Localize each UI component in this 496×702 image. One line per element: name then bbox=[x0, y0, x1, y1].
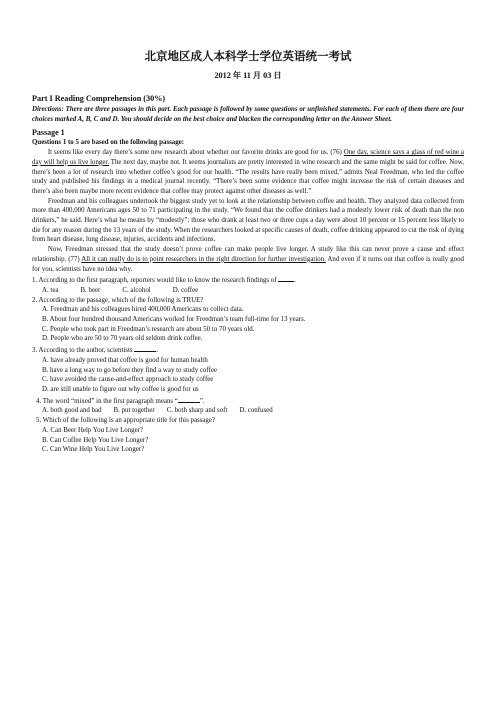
question-4-stem-a: 4. The word “mixed” in the first paragraph means “ bbox=[36, 397, 178, 405]
document-title: 北京地区成人本科学士学位英语统一考试 bbox=[144, 51, 352, 63]
question-3-option-d[interactable]: D. are still unable to figure out why coffee is good for us bbox=[42, 385, 199, 393]
question-2-option-b[interactable]: B. About four hundred thousand Americans worked for Freedman’s team full-time for 13 years. bbox=[42, 316, 306, 324]
question-5-option-c[interactable]: C. Can Wine Help You Live Longer? bbox=[42, 446, 145, 454]
question-1-option-c[interactable]: C. alcohol bbox=[122, 286, 151, 294]
question-3-option-a[interactable]: A. have already proved that coffee is good for human health bbox=[42, 356, 208, 364]
question-2: 2. According to the passage, which of the following is TRUE? bbox=[32, 296, 204, 304]
question-1-option-d[interactable]: D. coffee bbox=[172, 286, 199, 294]
question-3-stem-b: . bbox=[156, 347, 159, 355]
question-4-option-d[interactable]: D. confused bbox=[239, 407, 273, 415]
passage-paragraph-3 bbox=[32, 245, 464, 274]
question-4-option-b[interactable]: B. put together bbox=[113, 407, 155, 415]
directions-text: Directions: There are three passages in this part. Each passage is followed by some questions or unfinished statements. For each of them there are four choices marked A, B, C and D. You should decide on the best choice and blacken the corresponding letter on the Answer Sheet. bbox=[32, 106, 464, 123]
question-2-option-d[interactable]: D. People who are 50 to 70 years old seldom drink coffee. bbox=[42, 335, 203, 343]
question-3-stem-a: 3. According to the author, scientists bbox=[32, 347, 135, 355]
question-1-stem-b: . bbox=[294, 277, 297, 285]
document-content bbox=[32, 50, 464, 455]
questions-intro: Questions 1 to 5 are based on the following passage: bbox=[32, 139, 185, 147]
answer-blank bbox=[178, 395, 200, 403]
part-heading: Part I Reading Comprehension (30%) bbox=[32, 94, 166, 103]
underlined-sentence-77: All it can really do is to point researchers in the right direction for further investigation. bbox=[81, 255, 326, 263]
passage-heading: Passage 1 bbox=[32, 128, 65, 138]
question-5-option-a[interactable]: A. Can Beer Help You Live Longer? bbox=[42, 426, 144, 434]
question-1 bbox=[32, 274, 464, 286]
answer-blank bbox=[134, 344, 159, 355]
question-3 bbox=[32, 344, 464, 356]
question-1-options bbox=[32, 286, 464, 296]
question-1-option-b[interactable]: B. beer bbox=[80, 286, 101, 294]
question-3-option-c[interactable]: C. have avoided the cause-and-effect approach to study coffee bbox=[42, 376, 214, 384]
passage-paragraph-2: Freedman and his colleagues undertook the biggest study yet to look at the relationship between coffee and health. They analyzed data collected from more than 400,000 Americans ages 50 to 71 participating in the study. “We found that the coffee drinkers had a modestly lower risk of death than the non drinkers,” he said. Here’s what he means by “modestly”: those who drank at least two or three cups a day were about 10 percent or 15 percent less likely to die for any reason during the 13 years of the study. When the researchers looked at specific causes of death, coffee drinking appeared to cut the risk of dying from heart disease, lung disease, injuries, accidents and infections. bbox=[32, 197, 464, 244]
passage-paragraph-1 bbox=[32, 148, 464, 197]
question-2-option-a[interactable]: A. Freedman and his colleagues hired 400,000 Americans to collect data. bbox=[42, 306, 244, 314]
question-4-option-a[interactable]: A. both good and bad bbox=[42, 407, 102, 415]
question-5: 5. Which of the following is an appropriate title for this passage? bbox=[36, 417, 215, 425]
question-3-option-b[interactable]: B. have a long way to go before they find a way to study coffee bbox=[42, 366, 217, 374]
question-1-option-a[interactable]: A. tea bbox=[42, 286, 59, 294]
answer-blank bbox=[278, 274, 297, 285]
question-5-option-b[interactable]: B. Can Coffee Help You Live Longer? bbox=[42, 436, 149, 444]
paragraph-3-text-b: And even if it turns out that coffee is really good for you, scientists have no idea why. bbox=[32, 255, 464, 273]
exam-date: 2012 年 11 月 03 日 bbox=[214, 71, 282, 80]
question-4-option-c[interactable]: C. both sharp and soft bbox=[166, 407, 228, 415]
paragraph-1-text-a: It seems like every day there’s some new research about whether our favorite drinks are good for us. (76) bbox=[47, 149, 344, 157]
question-4-options bbox=[32, 406, 464, 416]
question-2-option-c[interactable]: C. People who took part in Freedman’s research are about 50 to 70 years old. bbox=[42, 325, 255, 333]
underlined-sentence-76: One day, science says a glass of red wine a day will help us live longer. bbox=[32, 149, 464, 166]
question-4-stem-b: ”. bbox=[199, 397, 205, 405]
question-1-stem-a: 1. According to the first paragraph, reporters would like to know the research findings of bbox=[32, 277, 279, 285]
paragraph-1-text-b: The next day, maybe not. It seems journalists are pretty interested in wine research and the same might be said for coffee. Now, there’s been a lot of research into whether coffee’s good for our health. “The results have really been mixed,” admits Neal Freedman, who led the coffee study and published his findings in a medical journal recently. “There’s been some evidence that coffee might increase the risk of certain diseases and there’s also been maybe more recent evidence that coffee may protect against other diseases as well.” bbox=[32, 158, 464, 195]
paragraph-3-text-a: Now, Freedman stressed that the study doesn’t prove coffee can make people live longer. A study like this can never prove a cause and effect relationship. (77) bbox=[32, 246, 464, 263]
question-4 bbox=[32, 395, 464, 407]
